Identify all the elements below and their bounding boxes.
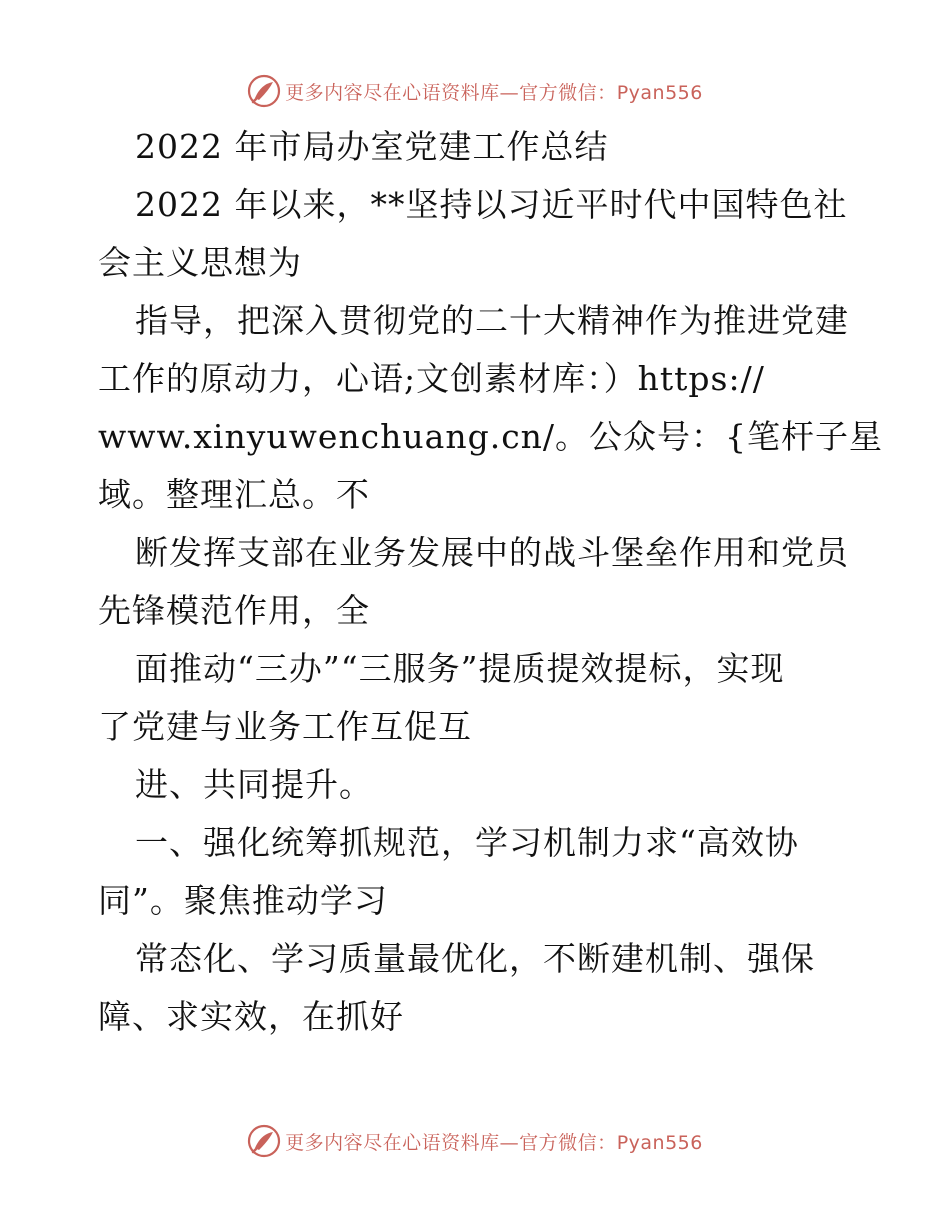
document-line: 断发挥支部在业务发展中的战斗堡垒作用和党员 <box>135 533 849 572</box>
document-line: 同”。聚焦推动学习 <box>98 881 388 920</box>
pen-nib-logo-icon <box>247 74 281 108</box>
banner-text <box>285 1128 703 1155</box>
document-line: 工作的原动力，心语;文创素材库：）https:// <box>98 359 765 398</box>
document-line: 一、强化统筹抓规范，学习机制力求“高效协 <box>135 823 799 862</box>
header-banner <box>0 71 950 111</box>
banner-separator: — <box>499 81 520 104</box>
banner-wechat-label: 官方微信： <box>519 81 617 104</box>
banner-wechat-id: Pyan556 <box>616 81 703 104</box>
document-line: 先锋模范作用，全 <box>98 591 370 630</box>
document-line: 2022 年以来，**坚持以习近平时代中国特色社 <box>135 185 848 224</box>
document-line: 域。整理汇总。不 <box>98 475 370 514</box>
document-line: 指导，把深入贯彻党的二十大精神作为推进党建 <box>135 301 849 340</box>
banner-slogan: 更多内容尽在心语资料库 <box>285 1131 500 1154</box>
banner-wechat-id: Pyan556 <box>616 1131 703 1154</box>
document-line: 会主义思想为 <box>98 243 302 282</box>
banner-separator: — <box>499 1131 520 1154</box>
document-line: 面推动“三办”“三服务”提质提效提标，实现 <box>135 649 785 688</box>
document-line: 2022 年市局办室党建工作总结 <box>135 127 609 166</box>
pen-nib-logo-icon <box>247 1124 281 1158</box>
banner-slogan: 更多内容尽在心语资料库 <box>285 81 500 104</box>
document-line: 障、求实效，在抓好 <box>98 997 404 1036</box>
document-line: 进、共同提升。 <box>135 765 373 804</box>
banner-text <box>285 78 703 105</box>
document-line: 常态化、学习质量最优化，不断建机制、强保 <box>135 939 815 978</box>
document-body <box>98 124 884 1052</box>
footer-banner <box>0 1121 950 1161</box>
document-line: www.xinyuwenchuang.cn/。公众号：{笔杆子星 <box>98 417 884 456</box>
document-line: 了党建与业务工作互促互 <box>98 707 472 746</box>
banner-wechat-label: 官方微信： <box>519 1131 617 1154</box>
